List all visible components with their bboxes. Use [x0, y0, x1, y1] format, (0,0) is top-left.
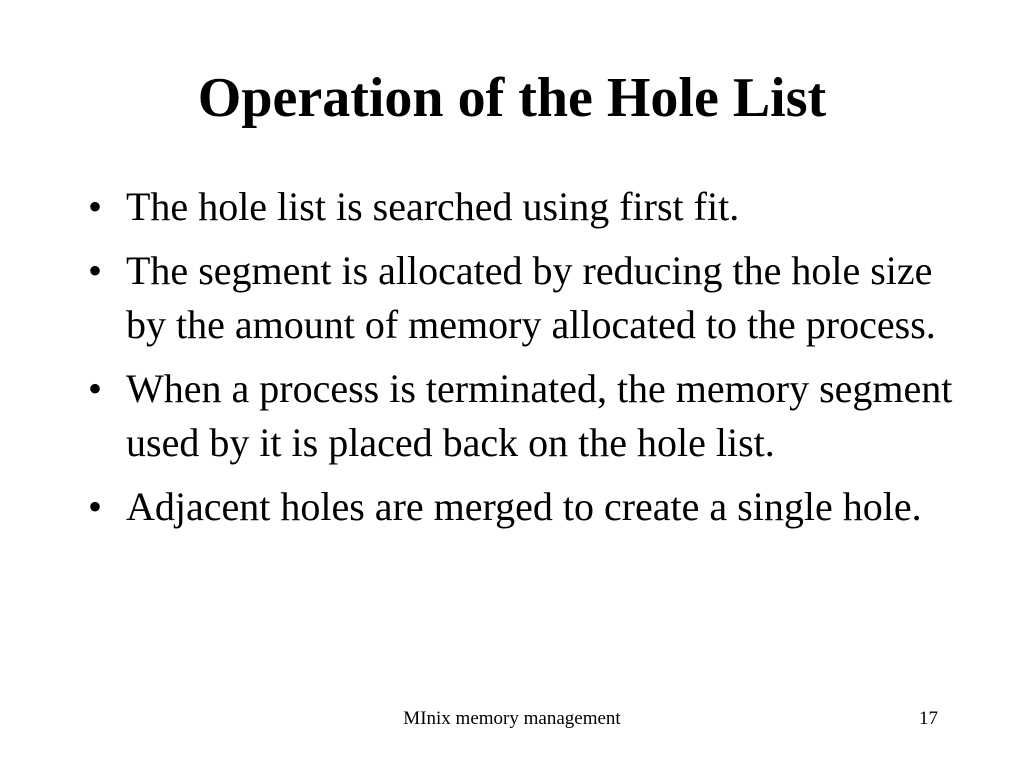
bullet-icon: • [88, 484, 103, 529]
bullet-item [80, 480, 960, 534]
slide-footer: MInix memory management [403, 708, 621, 729]
bullet-item [80, 362, 960, 470]
bullet-text: The hole list is searched using first fit. [126, 184, 740, 229]
bullet-icon: • [88, 184, 103, 229]
bullet-text: The segment is allocated by reducing the hole size by the amount of memory allocated to the process. [126, 248, 936, 347]
bullet-item [80, 180, 960, 234]
bullet-text: When a process is terminated, the memory segment used by it is placed back on the hole list. [126, 366, 953, 465]
slide-title: Operation of the Hole List [197, 67, 827, 129]
bullet-icon: • [88, 366, 103, 411]
bullet-item [80, 244, 960, 352]
bullet-icon: • [88, 248, 103, 293]
bullet-text: Adjacent holes are merged to create a single hole. [126, 484, 922, 529]
bullet-list [80, 180, 960, 544]
page-number: 17 [919, 708, 938, 729]
